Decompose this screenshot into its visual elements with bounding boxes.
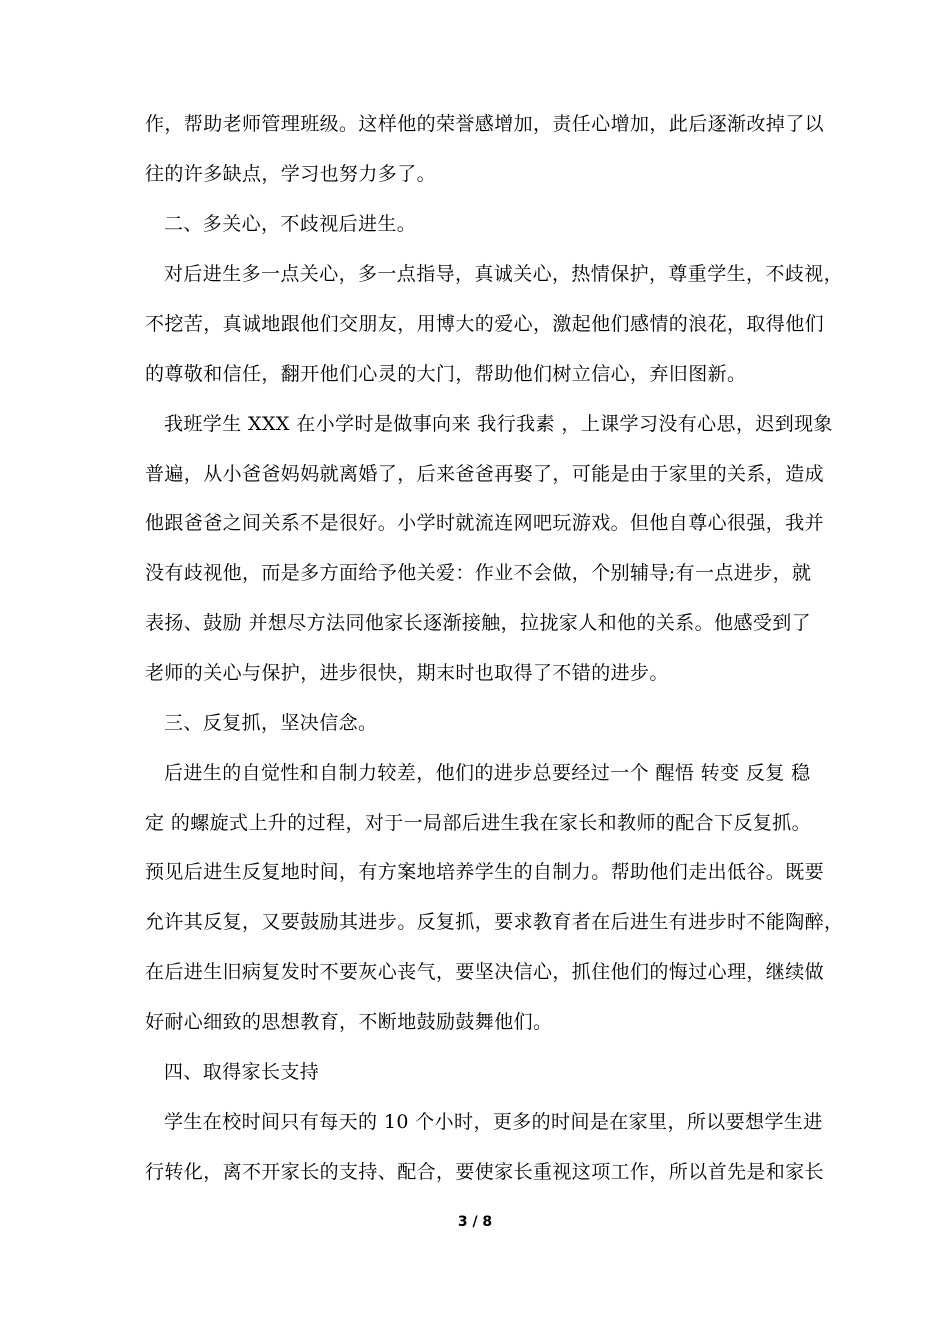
section-heading: 三、反复抓，坚决信念。 xyxy=(164,712,378,734)
page-number: 3 / 8 xyxy=(457,1214,493,1230)
section-heading: 二、多关心，不歧视后进生。 xyxy=(164,213,417,235)
text-line: 我班学生 XXX 在小学时是做事向来 我行我素 ，上课学习没有心思，迟到现象 xyxy=(164,413,833,435)
text-line: 没有歧视他，而是多方面给予他关爱：作业不会做，个别辅导;有一点进步，就 xyxy=(145,562,812,584)
text-line: 普遍，从小爸爸妈妈就离婚了，后来爸爸再娶了，可能是由于家里的关系，造成 xyxy=(145,463,825,485)
text-line: 对后进生多一点关心，多一点指导，真诚关心，热情保护，尊重学生，不歧视， xyxy=(164,263,844,285)
text-line: 不挖苦，真诚地跟他们交朋友，用博大的爱心，激起他们感情的浪花，取得他们 xyxy=(145,313,825,335)
text-line: 表扬、鼓励 并想尽方法同他家长逐渐接触，拉拢家人和他的关系。他感受到了 xyxy=(145,612,812,634)
text-line: 他跟爸爸之间关系不是很好。小学时就流连网吧玩游戏。但他自尊心很强，我并 xyxy=(145,512,825,534)
section-heading: 四、取得家长支持 xyxy=(164,1061,320,1083)
text-line: 后进生的自觉性和自制力较差，他们的进步总要经过一个 醒悟 转变 反复 稳 xyxy=(164,762,811,784)
text-line: 在后进生旧病复发时不要灰心丧气，要坚决信心，抓住他们的悔过心理，继续做 xyxy=(145,961,825,983)
text-line: 预见后进生反复地时间，有方案地培养学生的自制力。帮助他们走出低谷。既要 xyxy=(145,861,825,883)
text-line: 允许其反复，又要鼓励其进步。反复抓，要求教育者在后进生有进步时不能陶醉， xyxy=(145,911,844,933)
text-line: 作，帮助老师管理班级。这样他的荣誉感增加，责任心增加，此后逐渐改掉了以 xyxy=(145,113,825,135)
text-line: 往的许多缺点，学习也努力多了。 xyxy=(145,163,437,185)
text-line: 行转化，离不开家长的支持、配合，要使家长重视这项工作，所以首先是和家长 xyxy=(145,1161,825,1183)
text-line: 学生在校时间只有每天的 10 个小时，更多的时间是在家里，所以要想学生进 xyxy=(164,1111,823,1133)
text-line: 老师的关心与保护，进步很快，期末时也取得了不错的进步。 xyxy=(145,662,669,684)
text-line: 定 的螺旋式上升的过程，对于一局部后进生我在家长和教师的配合下反复抓。 xyxy=(145,812,812,834)
text-line: 好耐心细致的思想教育，不断地鼓励鼓舞他们。 xyxy=(145,1011,553,1033)
text-line: 的尊敬和信任，翻开他们心灵的大门，帮助他们树立信心，弃旧图新。 xyxy=(145,363,747,385)
